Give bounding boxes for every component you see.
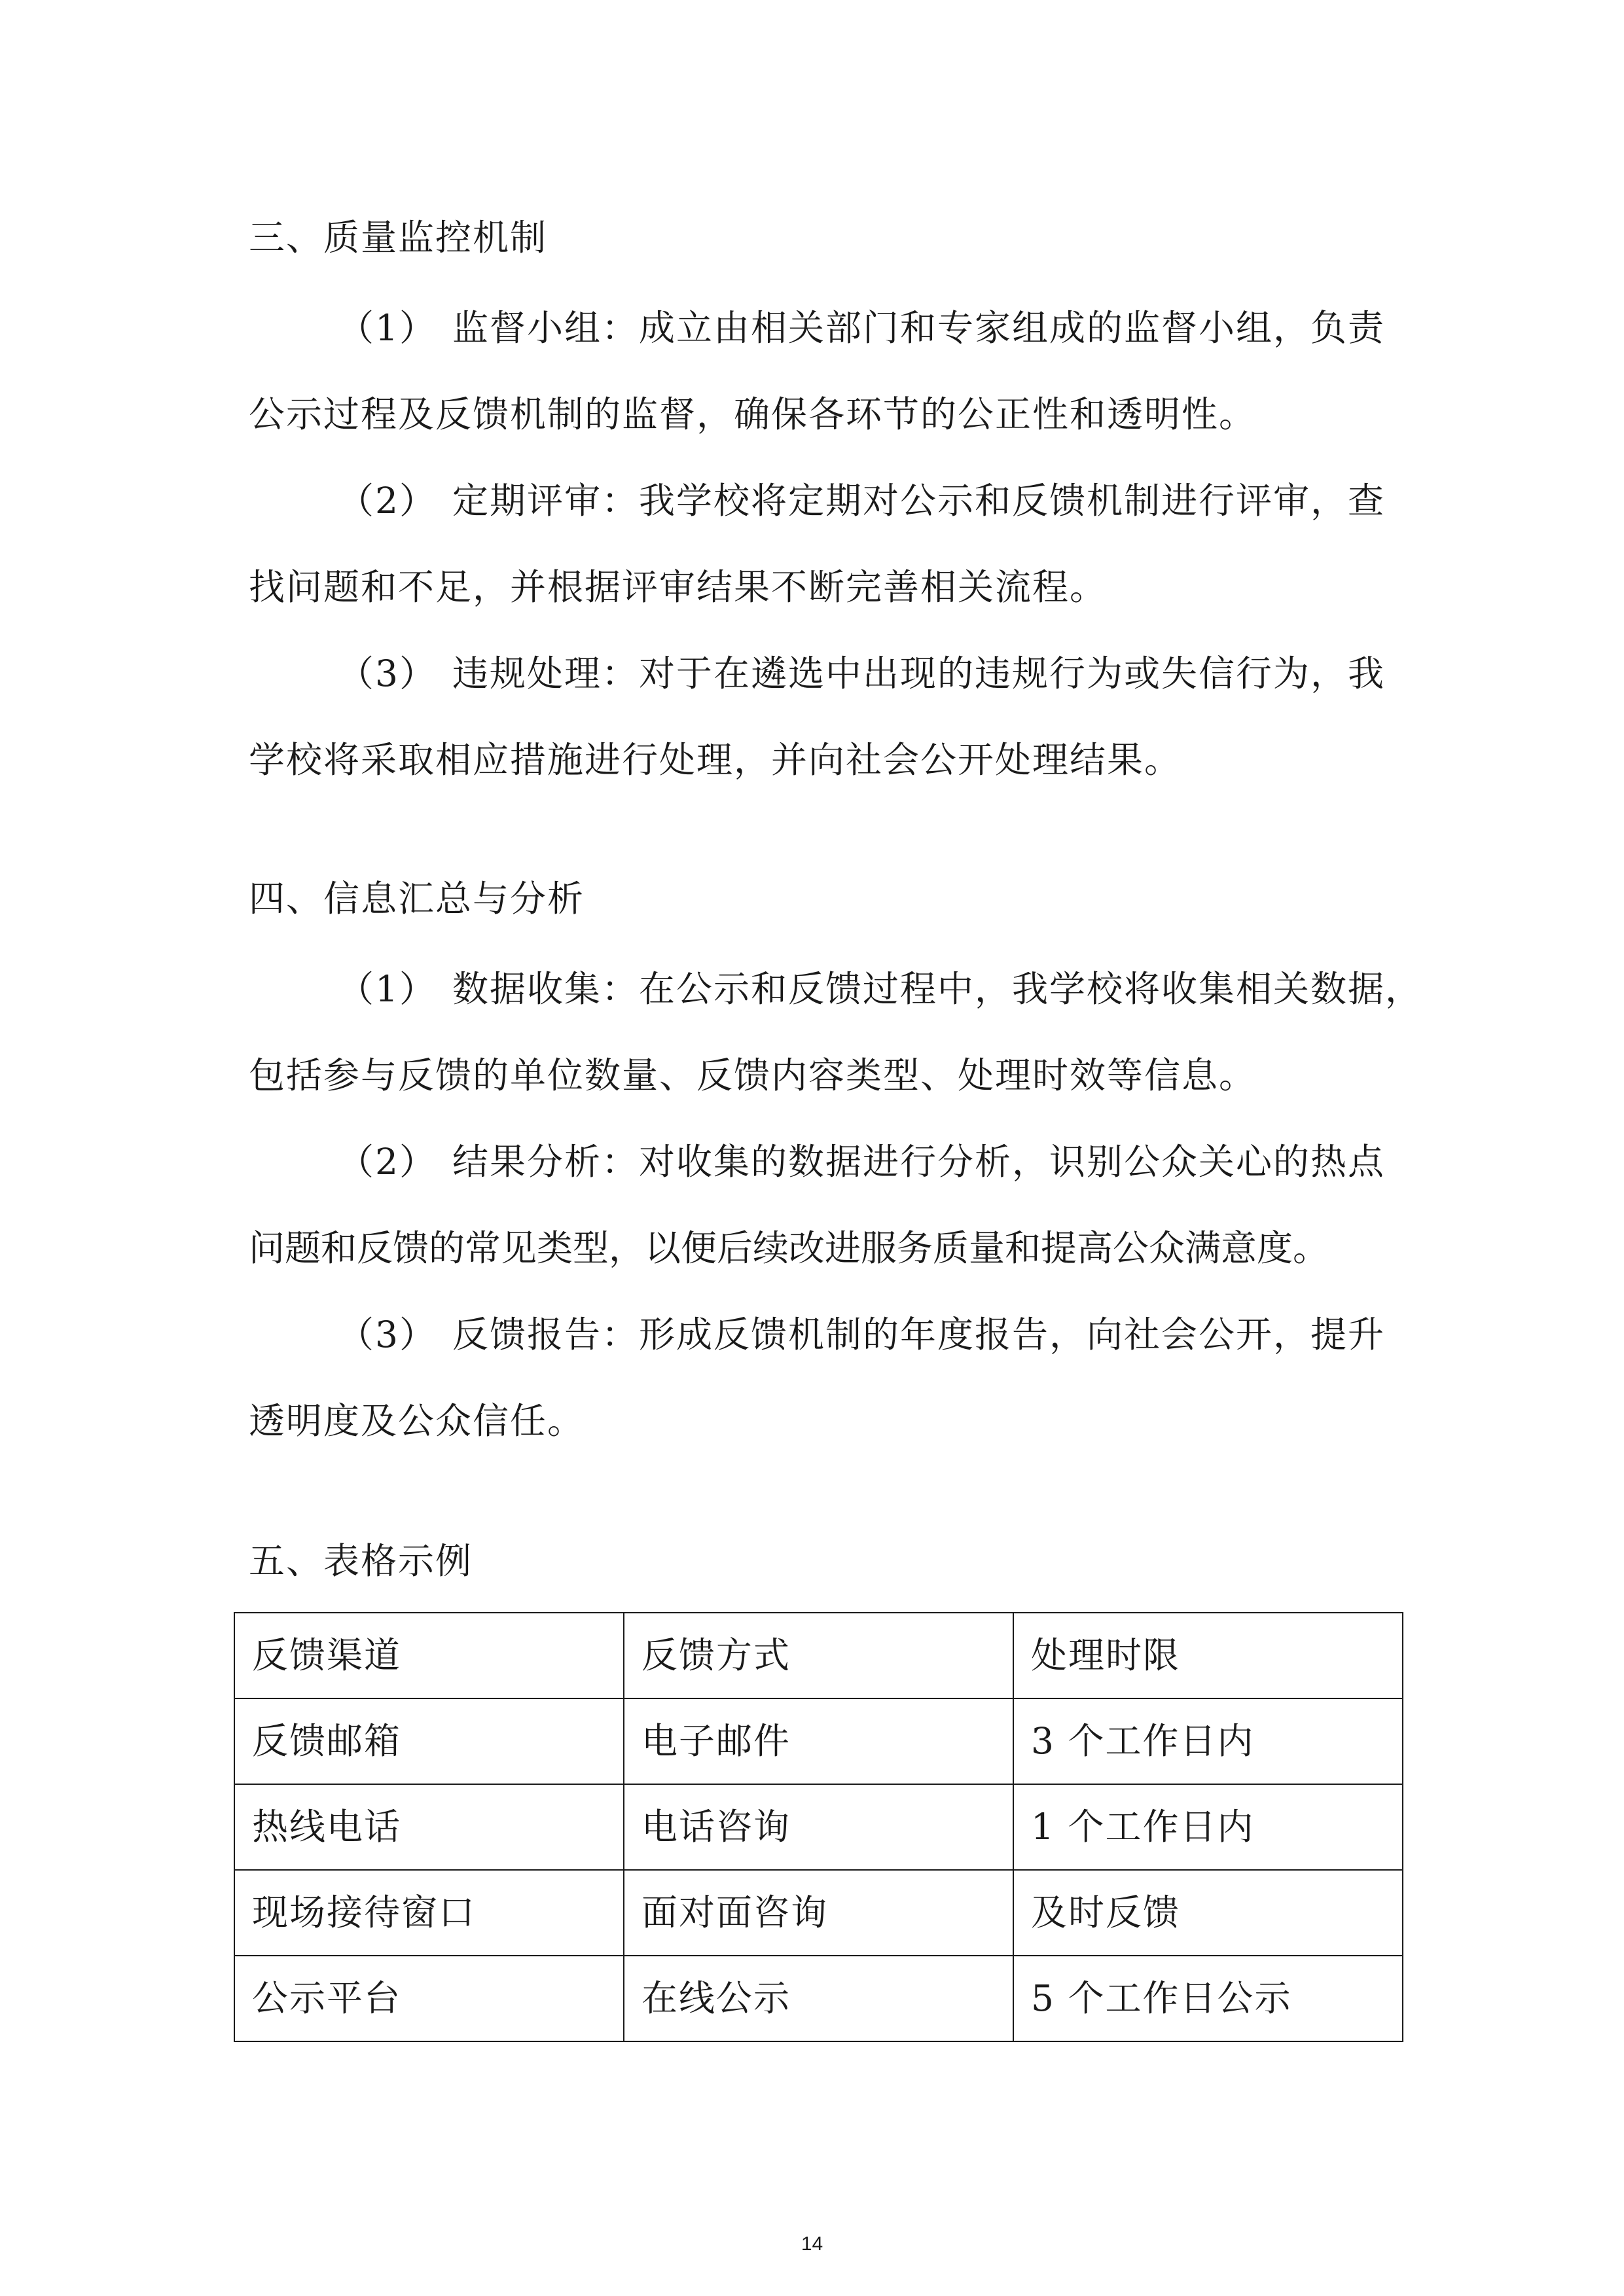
table-row <box>234 1956 1403 2041</box>
section-3-item-3-line-2: 学校将采取相应措施进行处理，并向社会公开处理结果。 <box>249 739 1182 781</box>
section-5-title: 五、表格示例 <box>249 1540 473 1582</box>
item-number: （1） <box>338 307 437 349</box>
section-4-item-1-line-1 <box>338 968 1423 1010</box>
table-cell: 热线电话 <box>234 1784 624 1870</box>
table-cell: 处理时限 <box>1013 1613 1403 1698</box>
table-row <box>234 1870 1403 1956</box>
section-4-item-2-line-1 <box>338 1141 1386 1183</box>
item-number: （3） <box>338 653 437 694</box>
item-text: 反馈报告：形成反馈机制的年度报告，向社会公开，提升 <box>452 1314 1386 1355</box>
table-cell: 公示平台 <box>234 1956 624 2041</box>
table-row <box>234 1784 1403 1870</box>
table-cell: 3 个工作日内 <box>1013 1698 1403 1784</box>
table-cell: 反馈邮箱 <box>234 1698 624 1784</box>
section-3-item-1-line-1 <box>338 307 1386 349</box>
item-number: （3） <box>338 1314 437 1355</box>
table-cell: 电子邮件 <box>624 1698 1013 1784</box>
section-3-title: 三、质量监控机制 <box>249 217 548 259</box>
table-cell: 面对面咨询 <box>624 1870 1013 1956</box>
item-text: 数据收集：在公示和反馈过程中，我学校将收集相关数据， <box>452 968 1423 1010</box>
section-4-item-1-line-2: 包括参与反馈的单位数量、反馈内容类型、处理时效等信息。 <box>249 1054 1257 1096</box>
section-4-item-2-line-2: 问题和反馈的常见类型，以便后续改进服务质量和提高公众满意度。 <box>249 1227 1329 1269</box>
table-cell: 1 个工作日内 <box>1013 1784 1403 1870</box>
item-number: （1） <box>338 968 437 1010</box>
table-cell: 现场接待窗口 <box>234 1870 624 1956</box>
table-cell: 电话咨询 <box>624 1784 1013 1870</box>
item-text: 违规处理：对于在遴选中出现的违规行为或失信行为，我 <box>452 653 1386 694</box>
section-4-item-3-line-2: 透明度及公众信任。 <box>249 1400 585 1442</box>
item-text: 定期评审：我学校将定期对公示和反馈机制进行评审，查 <box>452 480 1386 522</box>
table-header-row <box>234 1613 1403 1698</box>
table-cell: 反馈渠道 <box>234 1613 624 1698</box>
section-3-item-1-line-2: 公示过程及反馈机制的监督，确保各环节的公正性和透明性。 <box>249 393 1257 435</box>
section-4-title: 四、信息汇总与分析 <box>249 878 585 920</box>
item-number: （2） <box>338 480 437 522</box>
section-4-item-3-line-1 <box>338 1314 1386 1355</box>
item-text: 结果分析：对收集的数据进行分析，识别公众关心的热点 <box>452 1141 1386 1183</box>
section-3-item-3-line-1 <box>338 653 1386 694</box>
section-3-item-2-line-2: 找问题和不足，并根据评审结果不断完善相关流程。 <box>249 566 1108 608</box>
page-number: 14 <box>801 2233 823 2255</box>
feedback-channels-table <box>234 1612 1403 2042</box>
table-row <box>234 1698 1403 1784</box>
section-3-item-2-line-1 <box>338 480 1386 522</box>
table-cell: 在线公示 <box>624 1956 1013 2041</box>
item-text: 监督小组：成立由相关部门和专家组成的监督小组，负责 <box>452 307 1386 349</box>
table-cell: 5 个工作日公示 <box>1013 1956 1403 2041</box>
table-cell: 及时反馈 <box>1013 1870 1403 1956</box>
item-number: （2） <box>338 1141 437 1183</box>
table-cell: 反馈方式 <box>624 1613 1013 1698</box>
